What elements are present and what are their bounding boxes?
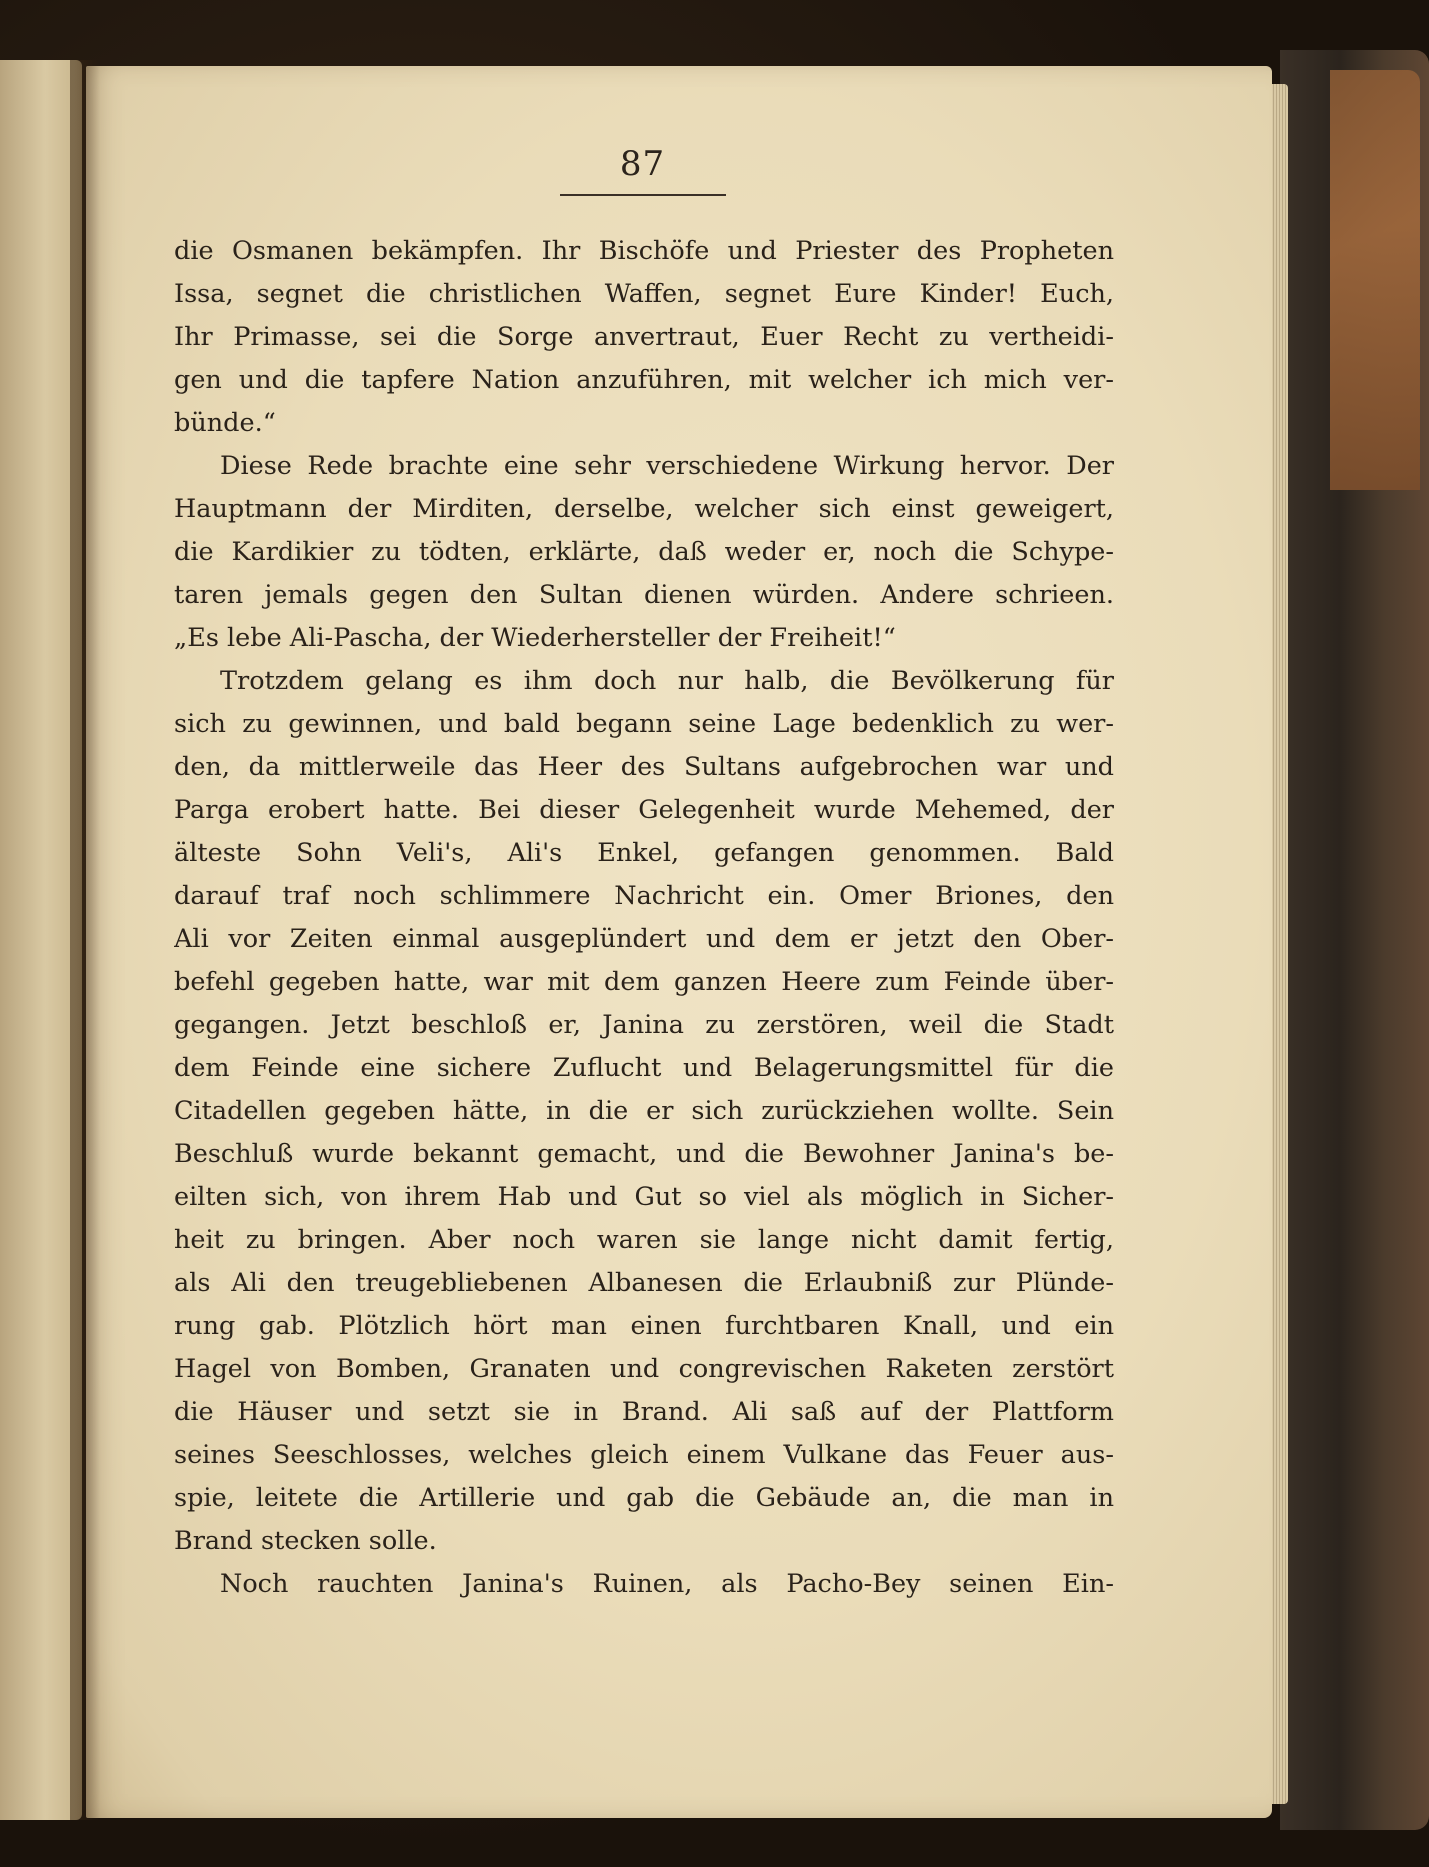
text-line: „Es lebe Ali-Pascha, der Wiederhersteller der Freiheit!“ xyxy=(174,623,896,653)
page-number-rule xyxy=(560,194,726,196)
text-line: Ali vor Zeiten einmal ausgeplündert und dem er jetzt den Ober- xyxy=(174,924,1114,954)
text-line: Ihr Primasse, sei die Sorge anvertraut, Euer Recht zu vertheidi- xyxy=(174,322,1114,352)
text-line: gegangen. Jetzt beschloß er, Janina zu zerstören, weil die Stadt xyxy=(174,1010,1114,1040)
text-line: taren jemals gegen den Sultan dienen würden. Andere schrieen. xyxy=(174,580,1114,610)
text-line: heit zu bringen. Aber noch waren sie lange nicht damit fertig, xyxy=(174,1225,1114,1255)
text-line: die Osmanen bekämpfen. Ihr Bischöfe und Priester des Propheten xyxy=(174,236,1114,266)
text-line: sich zu gewinnen, und bald begann seine Lage bedenklich zu wer- xyxy=(174,709,1114,739)
text-line: Noch rauchten Janina's Ruinen, als Pacho-Bey seinen Ein- xyxy=(220,1569,1114,1599)
text-line: den, da mittlerweile das Heer des Sultans aufgebrochen war und xyxy=(174,752,1114,782)
text-line: rung gab. Plötzlich hört man einen furchtbaren Knall, und ein xyxy=(174,1311,1114,1341)
text-line: Brand stecken solle. xyxy=(174,1526,437,1556)
text-line: Hauptmann der Mirditen, derselbe, welcher sich einst geweigert, xyxy=(174,494,1114,524)
text-line: dem Feinde eine sichere Zuflucht und Belagerungsmittel für die xyxy=(174,1053,1114,1083)
text-line: als Ali den treugebliebenen Albanesen die Erlaubniß zur Plünde- xyxy=(174,1268,1114,1298)
text-line: befehl gegeben hatte, war mit dem ganzen Heere zum Feinde über- xyxy=(174,967,1114,997)
text-line: Parga erobert hatte. Bei dieser Gelegenheit wurde Mehemed, der xyxy=(174,795,1114,825)
text-line: Issa, segnet die christlichen Waffen, segnet Eure Kinder! Euch, xyxy=(174,279,1114,309)
text-line: Trotzdem gelang es ihm doch nur halb, die Bevölkerung für xyxy=(220,666,1114,696)
text-line: bünde.“ xyxy=(174,408,276,438)
text-line: eilten sich, von ihrem Hab und Gut so viel als möglich in Sicher- xyxy=(174,1182,1114,1212)
text-line: Hagel von Bomben, Granaten und congrevischen Raketen zerstört xyxy=(174,1354,1114,1384)
text-line: Diese Rede brachte eine sehr verschiedene Wirkung hervor. Der xyxy=(220,451,1114,481)
text-line: gen und die tapfere Nation anzuführen, mit welcher ich mich ver- xyxy=(174,365,1114,395)
text-line: seines Seeschlosses, welches gleich einem Vulkane das Feuer aus- xyxy=(174,1440,1114,1470)
page-number: 87 xyxy=(619,144,666,184)
text-line: die Kardikier zu tödten, erklärte, daß weder er, noch die Schype- xyxy=(174,537,1114,567)
text-line: die Häuser und setzt sie in Brand. Ali saß auf der Plattform xyxy=(174,1397,1114,1427)
text-line: älteste Sohn Veli's, Ali's Enkel, gefangen genommen. Bald xyxy=(174,838,1114,868)
spine-shadow xyxy=(70,60,100,1820)
body-text xyxy=(174,230,1114,1606)
leather-corner xyxy=(1330,70,1420,490)
text-line: darauf traf noch schlimmere Nachricht ein. Omer Briones, den xyxy=(174,881,1114,911)
text-line: spie, leitete die Artillerie und gab die Gebäude an, die man in xyxy=(174,1483,1114,1513)
text-line: Beschluß wurde bekannt gemacht, und die Bewohner Janina's be- xyxy=(174,1139,1114,1169)
text-line: Citadellen gegeben hätte, in die er sich zurückziehen wollte. Sein xyxy=(174,1096,1114,1126)
